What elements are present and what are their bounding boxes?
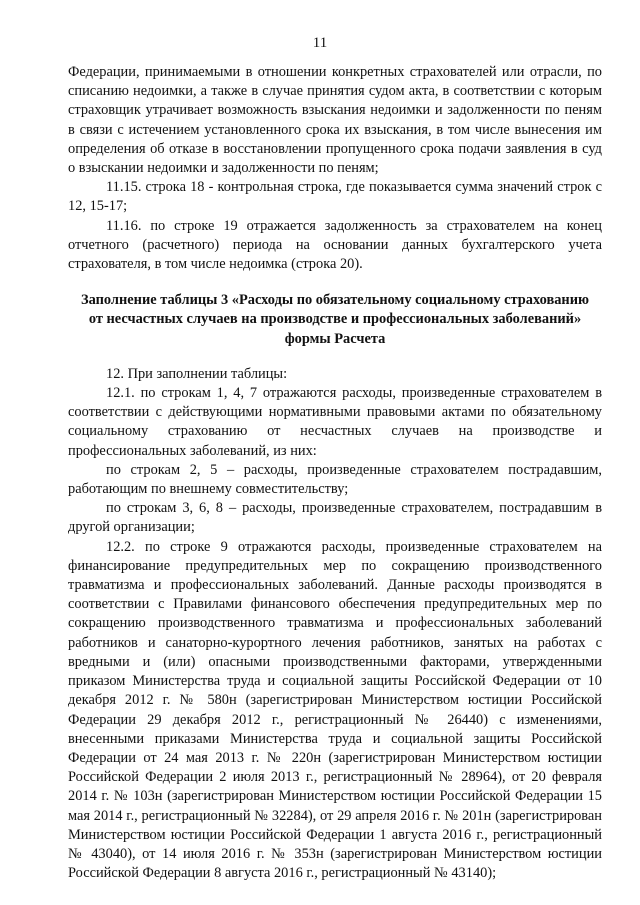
paragraph-11-15: 11.15. строка 18 - контрольная строка, где показывается сумма значений строк с 12, 15-17;: [68, 179, 602, 215]
section-heading-table-3: Заполнение таблицы 3 «Расходы по обязательному социальному страхованию от несчастных случаев на производстве и профессиональных заболеваний» формы Расчета: [81, 292, 589, 347]
paragraph-continuation: Федерации, принимаемыми в отношении конкретных страхователей или отрасли, по списанию недоимки, а также в случае принятия судом акта, в соответствии с которым страховщик утрачивает возможность взыскания недоимки и задолженности по пеням в связи с истечением установленного срока их взыскания, в том числе вынесения им определения об отказе в восстановлении пропущенного срока подачи заявления в суд о взыскании недоимки и задолженности по пеням;: [68, 64, 602, 177]
page-number: 11: [312, 35, 328, 51]
paragraph-12-1-rows-2-5: по строкам 2, 5 – расходы, произведенные страхователем пострадавшим, работающим по внешнему совместительству;: [68, 461, 602, 498]
paragraph-12-1: 12.1. по строкам 1, 4, 7 отражаются расходы, произведенные страхователем в соответствии с действующими нормативными правовыми актами по обязательному социальному страхованию от несчастных случаев на производстве и профессиональных заболеваний, из них:: [68, 385, 602, 459]
document-body: [68, 63, 602, 883]
paragraph-12-1-rows-3-6-8: по строкам 3, 6, 8 – расходы, произведенные страхователем, пострадавшим в другой организации;: [68, 500, 602, 536]
paragraph-11-16: 11.16. по строке 19 отражается задолженность за страхователем на конец отчетного (расчетного) периода на основании данных бухгалтерского учета страхователя, в том числе недоимка (строка 20).: [68, 217, 602, 273]
paragraph-12: 12. При заполнении таблицы:: [106, 365, 288, 382]
paragraph-12-2: 12.2. по строке 9 отражаются расходы, произведенные страхователем на финансирование предупредительных мер по сокращению производственного травматизма и профессиональных заболеваний. Данные расходы производятся в соответствии с Правилами финансового обеспечения предупредительных мер по сокращению производственного травматизма и профессиональных заболеваний работников и санаторно-курортного лечения работников, занятых на работах с вредными и (или) опасными производственными факторами, утвержденными приказом Министерства труда и социальной защиты Российской Федерации от 10 декабря 2012 г. № 580н (зарегистрирован Министерством юстиции Российской Федерации 29 декабря 2012 г., регистрационный № 26440) с изменениями, внесенными приказами Министерства труда и социальной защиты Российской Федерации от 24 мая 2013 г. № 220н (зарегистрирован Министерством юстиции Российской Федерации 2 июля 2013 г., регистрационный № 28964), от 20 февраля 2014 г. № 103н (зарегистрирован Министерством юстиции Российской Федерации 15 мая 2014 г., регистрационный № 32284), от 29 апреля 2016 г. № 201н (зарегистрирован Министерством юстиции Российской Федерации 1 августа 2016 г., регистрационный № 43040), от 14 июля 2016 г. № 353н (зарегистрирован Министерством юстиции Российской Федерации 8 августа 2016 г., регистрационный № 43140);: [68, 538, 602, 882]
